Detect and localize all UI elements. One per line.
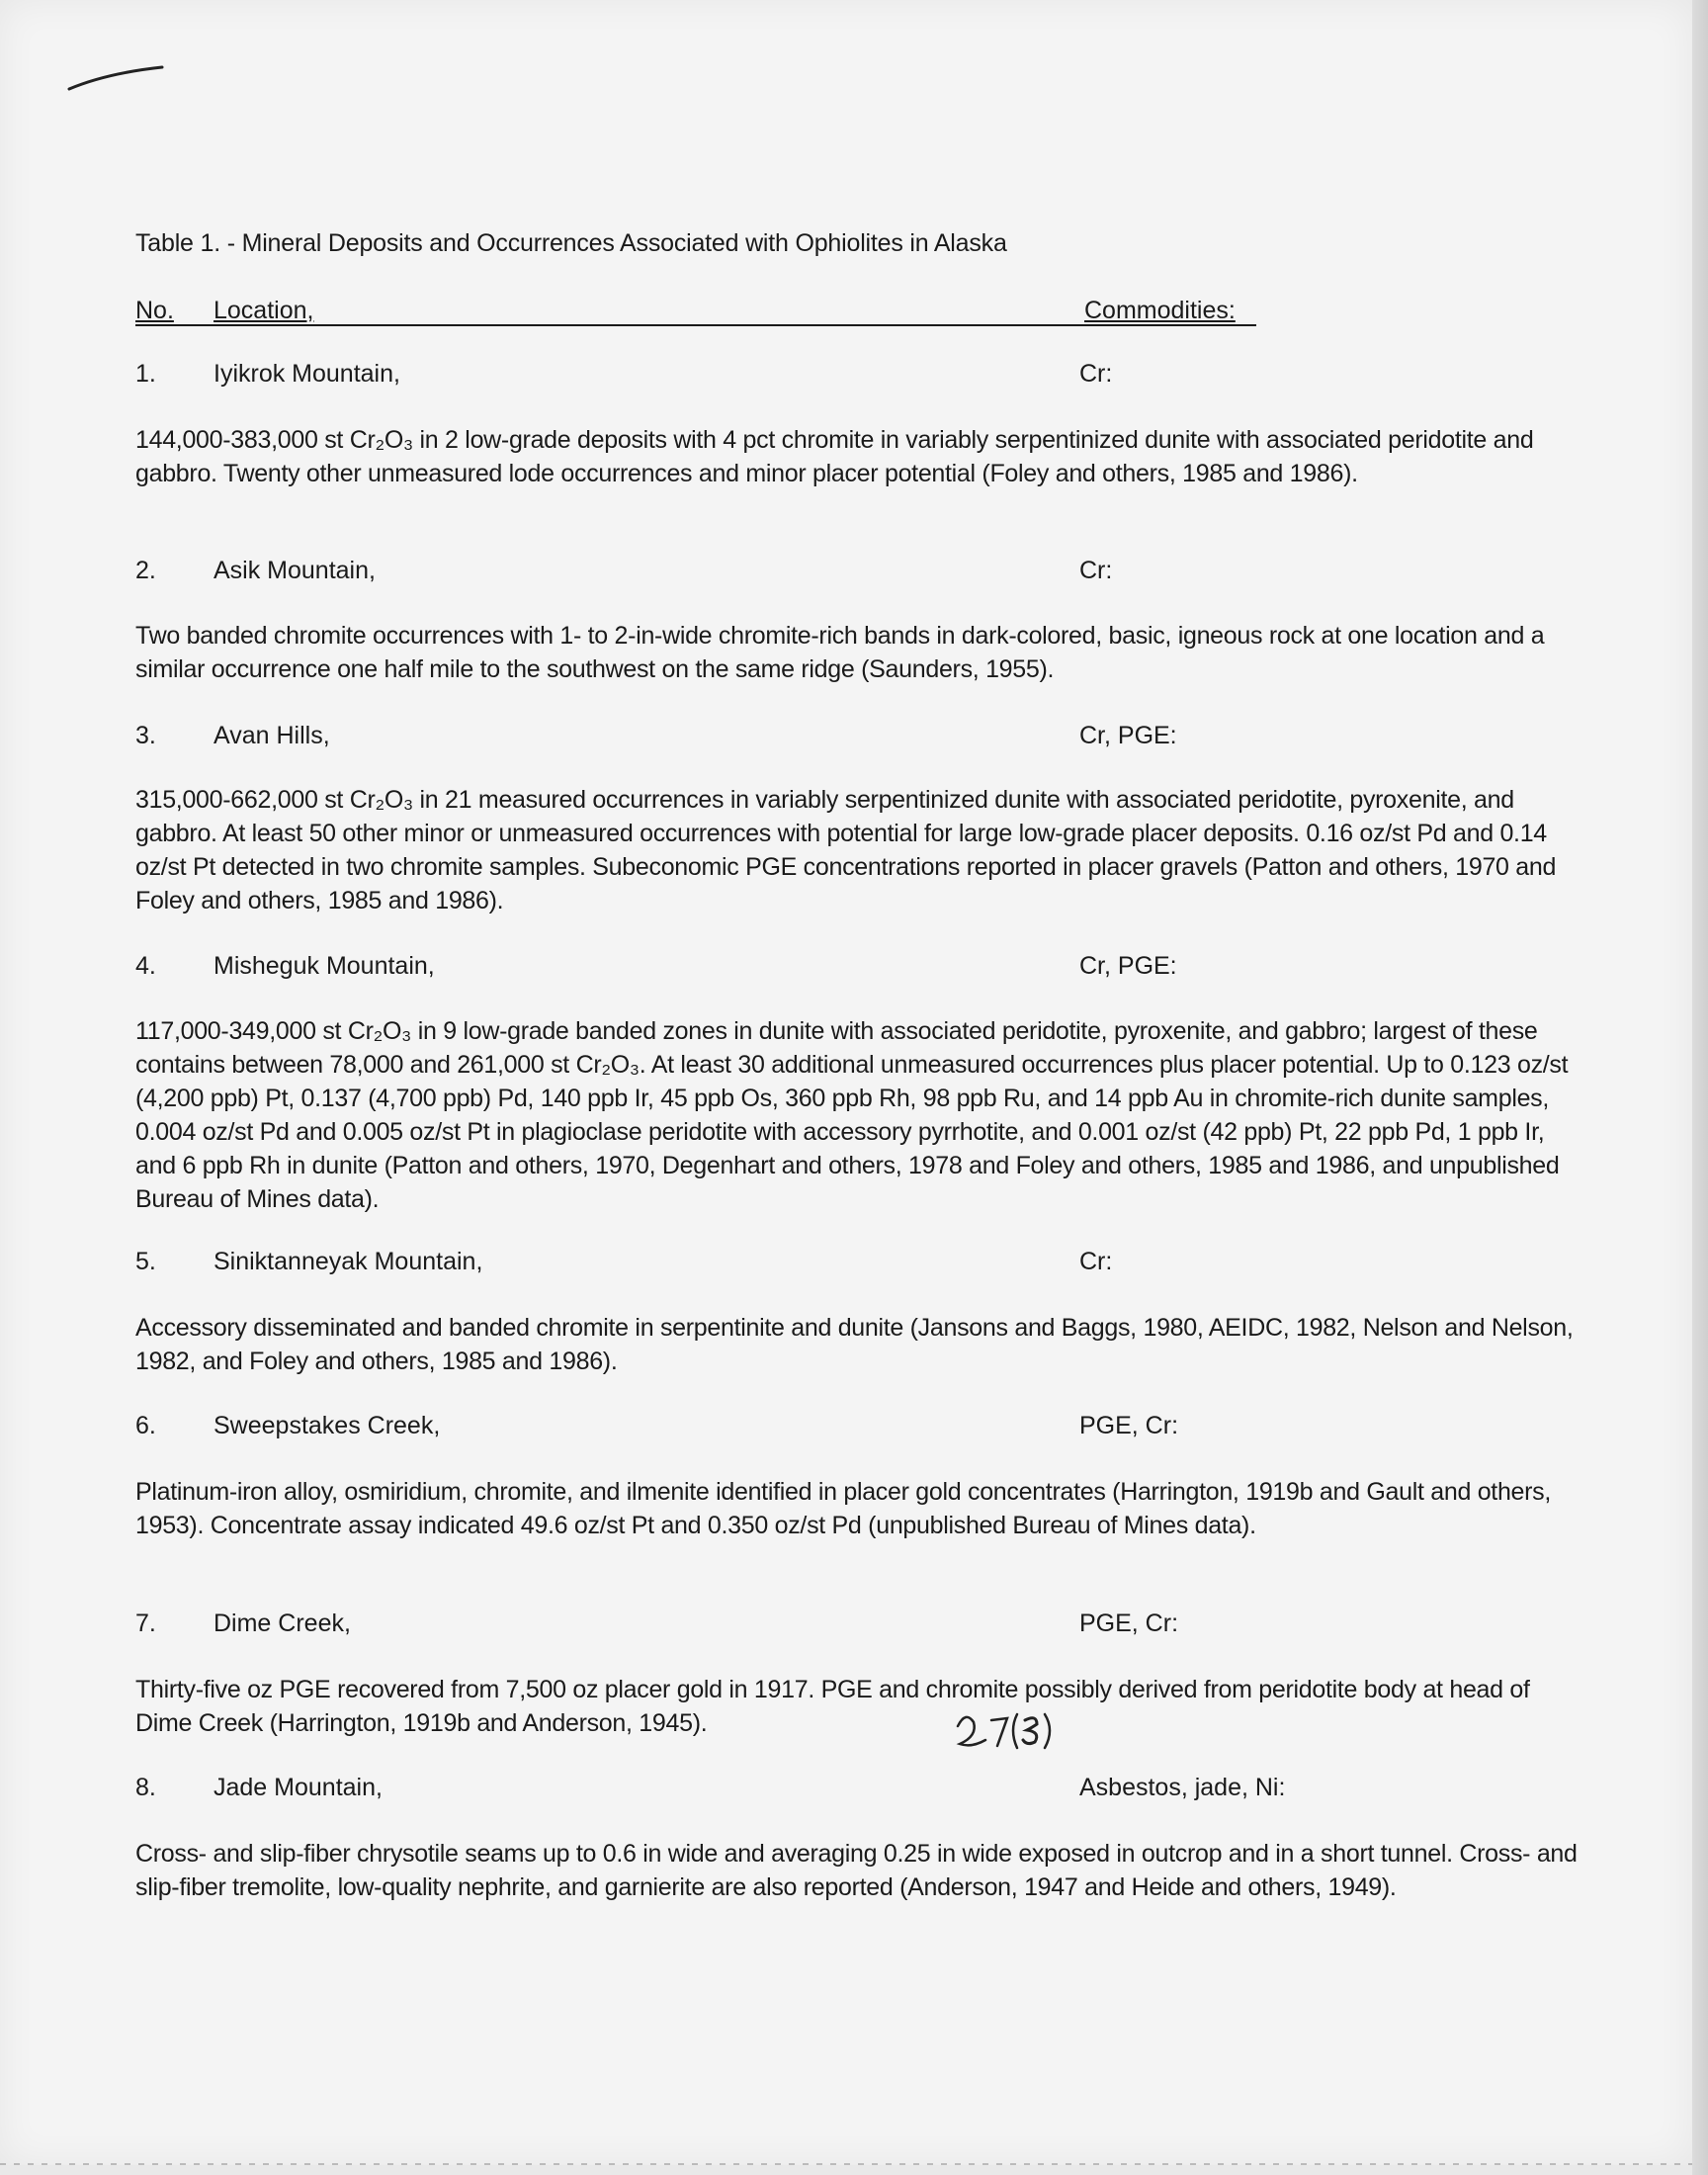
column-header-no: No.	[135, 297, 174, 324]
entry-5-description: Accessory disseminated and banded chromite in serpentinite and dunite (Jansons and Baggs, 1980, AEIDC, 1982, Nelson and Nelson, 1982, and Foley and others, 1985 and 1986).	[135, 1314, 1574, 1375]
entry-3-header	[0, 722, 1692, 753]
entry-5-header	[0, 1248, 1692, 1279]
entry-4-header	[0, 952, 1692, 984]
entry-3-description: 315,000-662,000 st Cr₂O₃ in 21 measured occurrences in variably serpentinized dunite with associated peridotite, pyroxenite, and gabbro. At least 50 other minor or unmeasured occurrences with potential for large low-grade placer deposits. 0.16 oz/st Pd and 0.14 oz/st Pt detected in two chromite samples. Subeconomic PGE concentrations reported in placer gravels (Patton and others, 1970 and Foley and others, 1985 and 1986).	[135, 786, 1557, 914]
entry-commodities: PGE, Cr:	[1079, 1610, 1179, 1637]
column-header-commodities: Commodities:	[1084, 297, 1236, 324]
entry-7-header	[0, 1610, 1692, 1641]
entry-1-header	[0, 360, 1692, 392]
entry-commodities: PGE, Cr:	[1079, 1412, 1179, 1439]
scan-page-edge	[1692, 0, 1708, 2175]
pen-stroke-mark	[67, 63, 164, 93]
entry-commodities: Asbestos, jade, Ni:	[1079, 1774, 1286, 1801]
scan-edge-artifact	[0, 2163, 1692, 2165]
entry-location: Iyikrok Mountain,	[214, 360, 400, 388]
entry-8-description: Cross- and slip-fiber chrysotile seams up to 0.6 in wide and averaging 0.25 in wide exposed in outcrop and in a short tunnel. Cross- and slip-fiber tremolite, low-quality nephrite, and garnierite are also reported (Anderson, 1947 and Heide and others, 1949).	[135, 1840, 1578, 1901]
column-header-location: Location,	[214, 297, 314, 324]
entry-number: 2.	[135, 557, 156, 584]
entry-location: Misheguk Mountain,	[214, 952, 435, 980]
entry-2-description: Two banded chromite occurrences with 1- to 2-in-wide chromite-rich bands in dark-colored, basic, igneous rock at one location and a similar occurrence one half mile to the southwest on the same ridge (Saunders, 1955).	[135, 622, 1545, 683]
entry-location: Sweepstakes Creek,	[214, 1412, 441, 1439]
header-rule	[135, 324, 1256, 326]
entry-8-header	[0, 1774, 1692, 1805]
entry-number: 1.	[135, 360, 156, 388]
entry-location: Asik Mountain,	[214, 557, 376, 584]
handwritten-note	[952, 1706, 1061, 1756]
entry-6-header	[0, 1412, 1692, 1443]
entry-location: Dime Creek,	[214, 1610, 351, 1637]
table-title: Table 1. - Mineral Deposits and Occurrences Associated with Ophiolites in Alaska	[135, 229, 1007, 257]
entry-7-description: Thirty-five oz PGE recovered from 7,500 oz placer gold in 1917. PGE and chromite possibly derived from peridotite body at head of Dime Creek (Harrington, 1919b and Anderson, 1945).	[135, 1676, 1530, 1737]
entry-location: Avan Hills,	[214, 722, 330, 749]
entry-number: 4.	[135, 952, 156, 980]
entry-number: 3.	[135, 722, 156, 749]
entry-location: Jade Mountain,	[214, 1774, 383, 1801]
entry-commodities: Cr:	[1079, 557, 1113, 584]
entry-commodities: Cr:	[1079, 360, 1113, 388]
entry-6-description: Platinum-iron alloy, osmiridium, chromite, and ilmenite identified in placer gold concentrates (Harrington, 1919b and Gault and others, 1953). Concentrate assay indicated 49.6 oz/st Pt and 0.350 oz/st Pd (unpublished Bureau of Mines data).	[135, 1478, 1552, 1539]
entry-number: 8.	[135, 1774, 156, 1801]
entry-number: 5.	[135, 1248, 156, 1275]
entry-4-description: 117,000-349,000 st Cr₂O₃ in 9 low-grade banded zones in dunite with associated peridotite, pyroxenite, and gabbro; largest of these contains between 78,000 and 261,000 st Cr₂O₃. At least 30 additional unmeasured occurrences plus placer potential. Up to 0.123 oz/st (4,200 ppb) Pt, 0.137 (4,700 ppb) Pd, 140 ppb Ir, 45 ppb Os, 360 ppb Rh, 98 ppb Ru, and 14 ppb Au in chromite-rich dunite samples, 0.004 oz/st Pd and 0.005 oz/st Pt in plagioclase peridotite with accessory pyrrhotite, and 0.001 oz/st (42 ppb) Pt, 22 ppb Pd, 1 ppb Ir, and 6 ppb Rh in dunite (Patton and others, 1970, Degenhart and others, 1978 and Foley and others, 1985 and 1986, and unpublished Bureau of Mines data).	[135, 1017, 1569, 1213]
entry-number: 7.	[135, 1610, 156, 1637]
entry-commodities: Cr, PGE:	[1079, 952, 1177, 980]
entry-location: Siniktanneyak Mountain,	[214, 1248, 483, 1275]
entry-commodities: Cr:	[1079, 1248, 1113, 1275]
entry-1-description: 144,000-383,000 st Cr₂O₃ in 2 low-grade deposits with 4 pct chromite in variably serpentinized dunite with associated peridotite and gabbro. Twenty other unmeasured lode occurrences and minor placer potential (Foley and others, 1985 and 1986).	[135, 426, 1534, 487]
entry-number: 6.	[135, 1412, 156, 1439]
entry-2-header	[0, 557, 1692, 588]
entry-commodities: Cr, PGE:	[1079, 722, 1177, 749]
